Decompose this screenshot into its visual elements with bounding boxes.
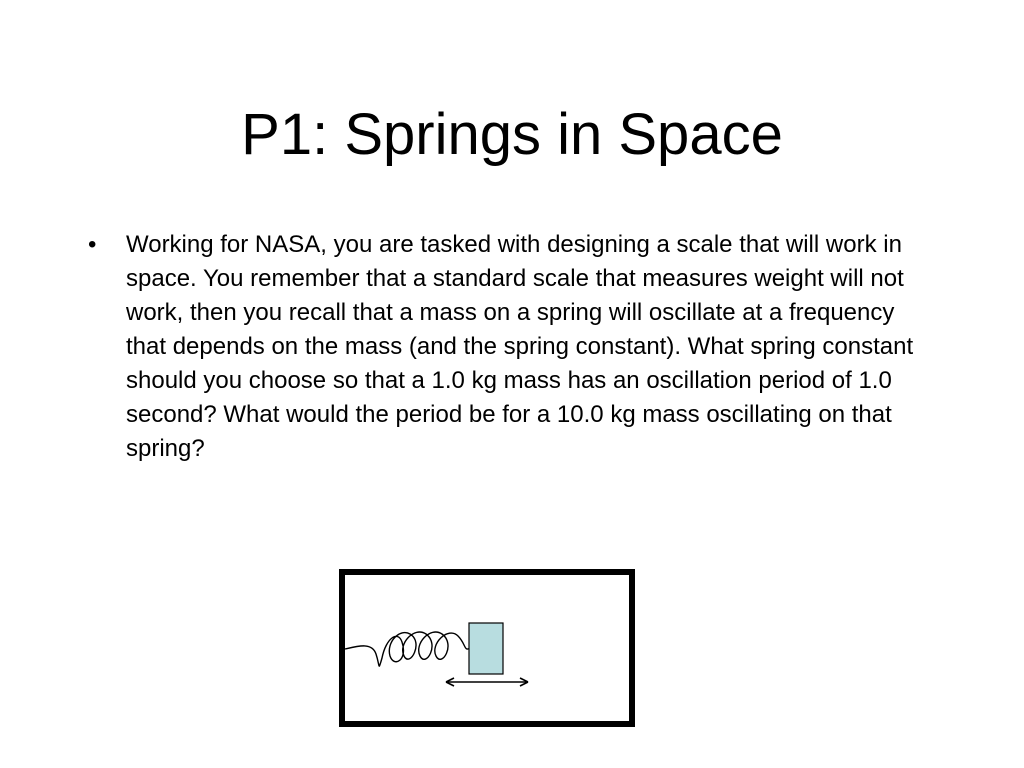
bullet-text: Working for NASA, you are tasked with designing a scale that will work in space. You remember that a standard scale that measures weight will not work, then you recall that a mass on a spring will oscillate at a frequency that depends on the mass (and the spring constant). What spring constant should you choose so that a 1.0 kg mass has an oscillation period of 1.0 second? What would the period be for a 10.0 kg mass oscillating on that spring? bbox=[126, 231, 914, 462]
bullet-list bbox=[88, 228, 938, 466]
mass-block-icon bbox=[469, 623, 503, 674]
bullet-item bbox=[88, 228, 938, 466]
slide-title: P1: Springs in Space bbox=[241, 102, 783, 167]
spring-mass-diagram bbox=[338, 568, 638, 730]
spring-coil-icon bbox=[345, 632, 470, 666]
double-arrow-icon bbox=[446, 678, 528, 686]
bullet-icon: • bbox=[88, 231, 97, 258]
